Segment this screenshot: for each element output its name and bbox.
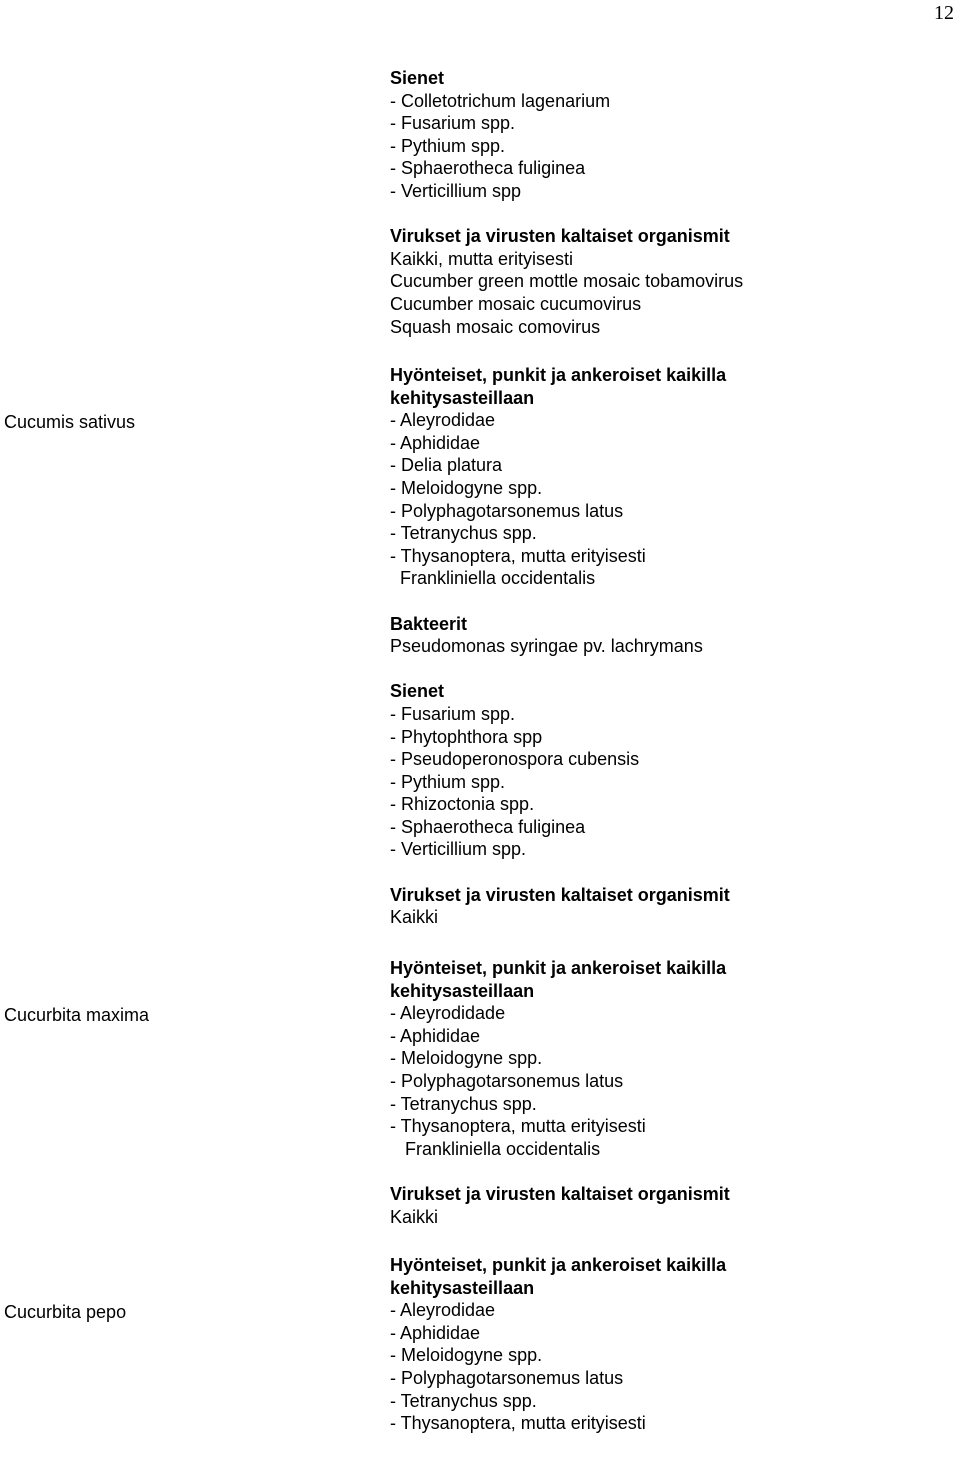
list-item: - Fusarium spp. (390, 113, 516, 134)
list-item: - Tetranychus spp. (390, 523, 537, 544)
list-item: - Phytophthora spp (390, 726, 543, 747)
section-virukset (390, 225, 950, 338)
list-item: - Colletotrichum lagenarium (390, 90, 611, 111)
section-heading: Hyönteiset, punkit ja ankeroiset kaikilla (390, 958, 727, 978)
section-bakteerit (390, 613, 950, 658)
species-label: Cucumis sativus (4, 412, 136, 432)
section-virukset (390, 884, 950, 929)
list-item: Squash mosaic comovirus (390, 316, 601, 337)
section-sienet (390, 680, 950, 861)
list-item: - Thysanoptera, mutta erityisesti (390, 1116, 646, 1137)
list-item: - Sphaerotheca fuliginea (390, 816, 586, 837)
section-heading: Virukset ja virusten kaltaiset organismit (390, 884, 730, 905)
list-item: Frankliniella occidentalis (390, 568, 596, 589)
list-item: - Thysanoptera, mutta erityisesti (390, 1413, 646, 1434)
list-item: - Verticillium spp (390, 180, 522, 201)
section-heading: Virukset ja virusten kaltaiset organismit (390, 226, 730, 247)
section-heading: Hyönteiset, punkit ja ankeroiset kaikilla (390, 1255, 727, 1275)
list-item: - Aleyrodidae (390, 410, 496, 431)
list-item: Cucumber mosaic cucumovirus (390, 293, 642, 314)
section-sienet (390, 67, 950, 203)
section-hyonteiset (390, 364, 950, 590)
section-heading: Hyönteiset, punkit ja ankeroiset kaikilla (390, 365, 727, 385)
list-item: - Meloidogyne spp. (390, 477, 543, 498)
list-item: - Pseudoperonospora cubensis (390, 749, 640, 770)
list-item: Frankliniella occidentalis (390, 1138, 601, 1159)
section-virukset (390, 1183, 950, 1228)
list-item: - Aleyrodidae (390, 1300, 496, 1321)
species-block-cucurbita-pepo (390, 1254, 950, 1457)
section-heading-continued: kehitysasteillaan (390, 1277, 535, 1298)
section-heading: Sienet (390, 68, 445, 88)
list-item: - Thysanoptera, mutta erityisesti (390, 545, 646, 566)
list-item: - Pythium spp. (390, 771, 506, 792)
list-item: - Aphididae (390, 1322, 481, 1343)
list-item: - Tetranychus spp. (390, 1093, 537, 1114)
list-item: Kaikki (390, 907, 439, 928)
section-hyonteiset (390, 957, 950, 1160)
section-heading: Virukset ja virusten kaltaiset organismit (390, 1183, 730, 1204)
species-block-cucurbita-maxima (390, 957, 950, 1251)
list-item: - Delia platura (390, 455, 503, 476)
list-item: - Aphididae (390, 1025, 481, 1046)
section-heading: Sienet (390, 681, 445, 702)
list-item: - Aphididae (390, 432, 481, 453)
list-item: Kaikki (390, 1206, 439, 1227)
list-item: - Rhizoctonia spp. (390, 794, 535, 815)
page-number: 12 (934, 2, 954, 24)
species-block-cucumis-sativus (390, 364, 950, 951)
list-item: Pseudomonas syringae pv. lachrymans (390, 636, 703, 657)
list-item: Kaikki, mutta erityisesti (390, 248, 574, 269)
list-item: - Polyphagotarsonemus latus (390, 1367, 624, 1388)
section-heading-continued: kehitysasteillaan (390, 980, 535, 1001)
section-heading: Bakteerit (390, 613, 468, 634)
list-item: - Polyphagotarsonemus latus (390, 500, 624, 521)
species-label: Cucurbita maxima (4, 1005, 150, 1025)
continued-block (390, 67, 950, 361)
species-label: Cucurbita pepo (4, 1302, 127, 1322)
list-item: - Fusarium spp. (390, 703, 516, 724)
list-item: - Pythium spp. (390, 135, 506, 156)
list-item: - Polyphagotarsonemus latus (390, 1070, 624, 1091)
section-heading-continued: kehitysasteillaan (390, 387, 535, 408)
list-item: - Tetranychus spp. (390, 1390, 537, 1411)
list-item: - Sphaerotheca fuliginea (390, 158, 586, 179)
list-item: - Verticillium spp. (390, 839, 527, 860)
section-hyonteiset (390, 1254, 950, 1435)
list-item: Cucumber green mottle mosaic tobamovirus (390, 271, 744, 292)
list-item: - Meloidogyne spp. (390, 1048, 543, 1069)
list-item: - Aleyrodidade (390, 1003, 506, 1024)
list-item: - Meloidogyne spp. (390, 1345, 543, 1366)
